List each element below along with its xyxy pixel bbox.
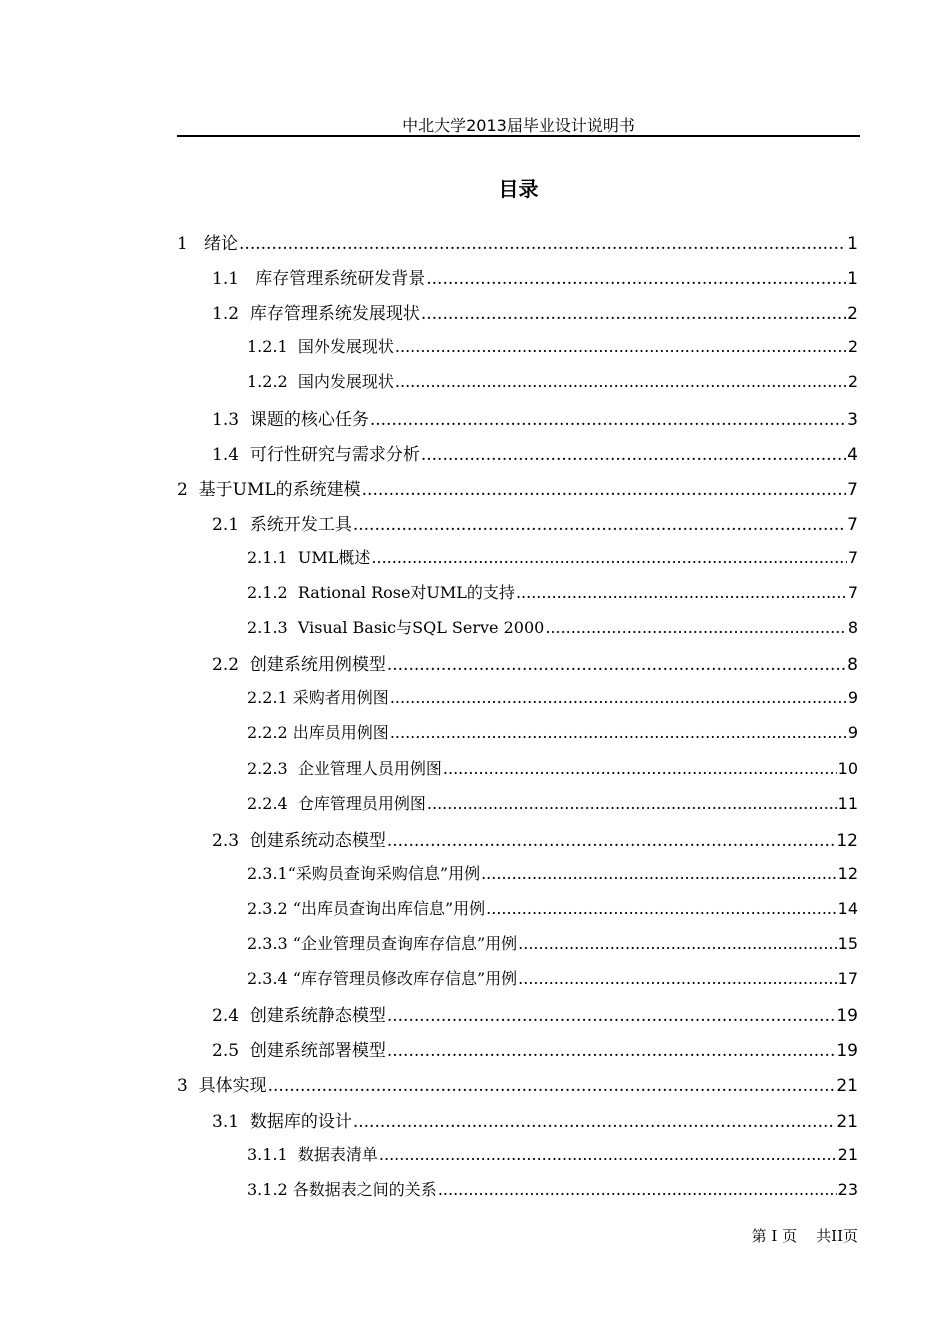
toc-entry-title: 基于UML的系统建模 <box>198 480 361 500</box>
toc-dot-leader <box>387 1006 836 1026</box>
toc-entry-number: 1.2 <box>212 304 250 324</box>
toc-entry[interactable] <box>247 369 858 393</box>
toc-entry-page: 1 <box>847 269 858 289</box>
toc-entry-title: 创建系统部署模型 <box>249 1041 386 1061</box>
toc-dot-leader <box>516 583 847 602</box>
toc-entry[interactable] <box>212 264 858 288</box>
toc-entry-number: 3.1.1 <box>247 1145 298 1164</box>
toc-dot-leader <box>390 688 847 707</box>
toc-entry-page: 23 <box>837 1180 858 1199</box>
toc-entry-title: “出库员查询出库信息”用例 <box>292 899 486 918</box>
toc-dot-leader <box>268 1076 836 1096</box>
toc-dot-leader <box>395 372 847 391</box>
toc-entry-title: “企业管理员查询库存信息”用例 <box>292 934 518 953</box>
toc-entry-title: Visual Basic与SQL Serve 2000 <box>297 618 545 637</box>
toc-entry-title: 课题的核心任务 <box>249 410 369 430</box>
toc-entry[interactable] <box>177 475 858 499</box>
toc-entry-number: 1.1 <box>212 269 256 289</box>
toc-entry-title: 数据表清单 <box>297 1145 378 1164</box>
toc-entry-title: 采购者用例图 <box>292 688 389 707</box>
toc-entry-title: 国外发展现状 <box>297 337 394 356</box>
toc-dot-leader <box>486 899 836 918</box>
toc-entry[interactable] <box>247 545 858 569</box>
toc-entry[interactable] <box>247 580 858 604</box>
toc-entry-title: 各数据表之间的关系 <box>292 1180 437 1199</box>
toc-entry-number: 2.3.2 <box>247 899 293 918</box>
toc-entry-number: 2.3.4 <box>247 969 293 988</box>
toc-entry-page: 19 <box>836 1041 858 1061</box>
toc-dot-leader <box>371 548 846 567</box>
toc-entry-number: 2.1.1 <box>247 548 298 567</box>
toc-entry-number: 3.1 <box>212 1112 250 1132</box>
toc-entry-title: 仓库管理员用例图 <box>297 794 426 813</box>
toc-entry[interactable] <box>177 229 858 253</box>
toc-dot-leader <box>387 655 846 675</box>
toc-entry-number: 2.3.3 <box>247 934 293 953</box>
toc-entry[interactable] <box>212 650 858 674</box>
toc-entry-number: 1.2.1 <box>247 337 298 356</box>
page-footer: 第 I 页 共II页 <box>751 1227 858 1245</box>
toc-entry-title: Rational Rose对UML的支持 <box>297 583 515 602</box>
toc-dot-leader <box>387 831 836 851</box>
toc-entry[interactable] <box>247 615 858 639</box>
toc-entry[interactable] <box>247 720 858 744</box>
toc-dot-leader <box>421 445 846 465</box>
toc-entry-number: 2.1.2 <box>247 583 298 602</box>
toc-entry[interactable] <box>212 510 858 534</box>
toc-entry-number: 2.3.1 <box>247 864 288 883</box>
toc-entry[interactable] <box>177 1071 858 1095</box>
toc-entry-page: 2 <box>847 337 858 356</box>
toc-entry-title: UML概述 <box>297 548 371 567</box>
toc-entry-number: 1.4 <box>212 445 250 465</box>
toc-dot-leader <box>481 864 837 883</box>
toc-entry-number: 2.3 <box>212 831 250 851</box>
toc-dot-leader <box>518 969 836 988</box>
toc-dot-leader <box>421 304 846 324</box>
toc-dot-leader <box>427 794 837 813</box>
toc-entry[interactable] <box>212 826 858 850</box>
toc-entry-number: 2.1 <box>212 515 250 535</box>
toc-entry-number: 2.2.1 <box>247 688 293 707</box>
toc-dot-leader <box>387 1041 836 1061</box>
toc-entry-number: 3 <box>177 1076 199 1096</box>
toc-entry-page: 14 <box>837 899 858 918</box>
toc-entry-number: 1.2.2 <box>247 372 298 391</box>
toc-entry-number: 3.1.2 <box>247 1180 293 1199</box>
toc-entry-page: 21 <box>836 1076 858 1096</box>
toc-dot-leader <box>353 1112 836 1132</box>
toc-entry-title: 系统开发工具 <box>249 515 352 535</box>
toc-dot-leader <box>395 337 847 356</box>
toc-entry-number: 2 <box>177 480 199 500</box>
toc-dot-leader <box>370 410 846 430</box>
toc-dot-leader <box>426 269 846 289</box>
toc-entry-title: 国内发展现状 <box>297 372 394 391</box>
toc-dot-leader <box>390 723 847 742</box>
toc-entry-number: 2.5 <box>212 1041 250 1061</box>
toc-entry-page: 4 <box>847 445 858 465</box>
toc-entry[interactable] <box>212 1107 858 1131</box>
toc-entry-number: 2.2.3 <box>247 759 298 778</box>
toc-entry-number: 1 <box>177 234 205 254</box>
header-rule <box>177 135 860 137</box>
toc-entry-page: 21 <box>836 1112 858 1132</box>
toc-entry[interactable] <box>212 405 858 429</box>
toc-entry-page: 8 <box>847 618 858 637</box>
toc-entry[interactable] <box>247 685 858 709</box>
toc-entry-title: 具体实现 <box>198 1076 267 1096</box>
toc-entry[interactable] <box>212 1001 858 1025</box>
toc-entry-number: 2.2.4 <box>247 794 298 813</box>
toc-entry-title: 可行性研究与需求分析 <box>249 445 420 465</box>
toc-entry-number: 2.2 <box>212 655 250 675</box>
toc-entry-title: 库存管理系统研发背景 <box>255 269 426 289</box>
toc-dot-leader <box>239 234 846 254</box>
toc-title: 目录 <box>498 177 539 201</box>
toc-dot-leader <box>353 515 846 535</box>
toc-entry-title: 数据库的设计 <box>249 1112 352 1132</box>
toc-entry[interactable] <box>247 334 858 358</box>
toc-entry[interactable] <box>247 931 858 955</box>
toc-entry-page: 9 <box>847 688 858 707</box>
toc-entry-page: 2 <box>847 372 858 391</box>
toc-entry-page: 7 <box>847 548 858 567</box>
toc-entry-number: 1.3 <box>212 410 250 430</box>
toc-entry-number: 2.4 <box>212 1006 250 1026</box>
toc-entry-title: 出库员用例图 <box>292 723 389 742</box>
toc-entry[interactable] <box>212 1036 858 1060</box>
toc-entry-page: 1 <box>847 234 858 254</box>
toc-entry-title: 库存管理系统发展现状 <box>249 304 420 324</box>
toc-entry-page: 15 <box>837 934 858 953</box>
toc-entry[interactable] <box>247 896 858 920</box>
running-header: 中北大学2013届毕业设计说明书 <box>402 116 635 135</box>
toc-entry[interactable] <box>247 966 858 990</box>
toc-entry[interactable] <box>247 1142 858 1166</box>
toc-entry[interactable] <box>247 1177 858 1201</box>
toc-entry[interactable] <box>247 861 858 885</box>
toc-entry-number: 2.2.2 <box>247 723 293 742</box>
toc-dot-leader <box>438 1180 837 1199</box>
toc-entry-page: 12 <box>836 831 858 851</box>
toc-entry-title: “采购员查询采购信息”用例 <box>287 864 481 883</box>
toc-entry[interactable] <box>212 299 858 323</box>
toc-entry-page: 21 <box>837 1145 858 1164</box>
toc-entry[interactable] <box>212 440 858 464</box>
toc-entry-number: 2.1.3 <box>247 618 298 637</box>
toc-entry-page: 7 <box>847 515 858 535</box>
toc-dot-leader <box>545 618 847 637</box>
toc-dot-leader <box>518 934 836 953</box>
toc-entry-page: 10 <box>837 759 858 778</box>
toc-entry-page: 8 <box>847 655 858 675</box>
toc-dot-leader <box>443 759 837 778</box>
toc-entry[interactable] <box>247 756 858 780</box>
toc-entry-title: 创建系统静态模型 <box>249 1006 386 1026</box>
toc-entry-page: 9 <box>847 723 858 742</box>
toc-entry-title: 创建系统动态模型 <box>249 831 386 851</box>
toc-dot-leader <box>379 1145 837 1164</box>
toc-entry-page: 3 <box>847 410 858 430</box>
toc-entry-page: 17 <box>837 969 858 988</box>
toc-dot-leader <box>362 480 847 500</box>
toc-entry-page: 7 <box>847 583 858 602</box>
toc-entry-title: 创建系统用例模型 <box>249 655 386 675</box>
toc-entry-page: 19 <box>836 1006 858 1026</box>
toc-entry-page: 2 <box>847 304 858 324</box>
toc-entry-page: 12 <box>837 864 858 883</box>
toc-entry-title: “库存管理员修改库存信息”用例 <box>292 969 518 988</box>
toc-entry-title: 企业管理人员用例图 <box>297 759 442 778</box>
toc-entry[interactable] <box>247 791 858 815</box>
toc-entry-title: 绪论 <box>204 234 239 254</box>
toc-entry-page: 11 <box>837 794 858 813</box>
toc-entry-page: 7 <box>847 480 858 500</box>
